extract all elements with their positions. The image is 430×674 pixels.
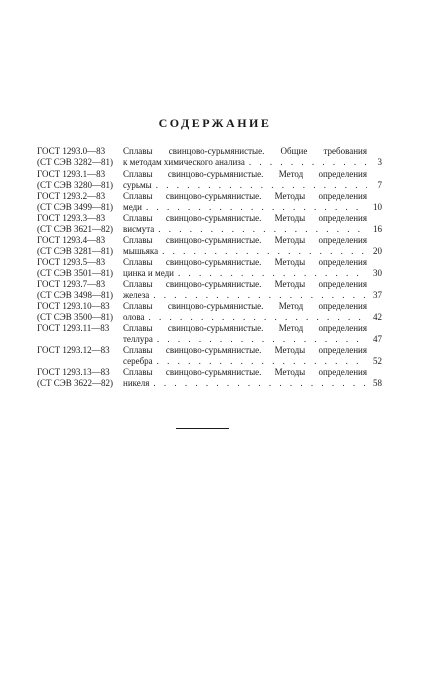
cmea-standard-number: (СТ СЭВ 3621—82) — [37, 224, 113, 234]
standard-number: ГОСТ 1293.3—83 — [37, 213, 106, 223]
toc-entry — [37, 235, 382, 257]
leader-dots — [153, 334, 367, 345]
description-line-2: железа — [123, 290, 150, 300]
description-line-1: Сплавы свинцово-сурьмянистые. Метод определения — [123, 169, 367, 179]
description-line-2: цинка и меди — [123, 268, 174, 278]
standard-number: ГОСТ 1293.1—83 — [37, 169, 106, 179]
standard-number: ГОСТ 1293.2—83 — [37, 191, 106, 201]
description-line-1: Сплавы свинцово-сурьмянистые. Методы определения — [123, 257, 367, 267]
leader-dots — [245, 157, 367, 168]
standard-designation — [37, 235, 119, 257]
description-line-2: меди — [123, 202, 142, 212]
standard-designation — [37, 367, 119, 389]
page-number: 52 — [373, 356, 382, 366]
description-line-2: сурьмы — [123, 180, 152, 190]
page-number: 20 — [373, 246, 382, 256]
standard-number: ГОСТ 1293.4—83 — [37, 235, 106, 245]
page-title: СОДЕРЖАНИЕ — [158, 116, 272, 130]
entry-description — [123, 146, 367, 168]
description-line-2: мышьяка — [123, 246, 159, 256]
leader-dots — [174, 268, 367, 279]
description-line-2: серебра — [123, 356, 153, 366]
description-line-2: никеля — [123, 378, 150, 388]
description-line-1: Сплавы свинцово-сурьмянистые. Метод определения — [123, 323, 367, 333]
description-line-1: Сплавы свинцово-сурьмянистые. Методы определения — [123, 345, 367, 355]
description-line-1: Сплавы свинцово-сурьмянистые. Методы определения — [123, 191, 367, 201]
leader-dots — [158, 246, 367, 257]
entry-description — [123, 301, 367, 323]
toc-entry — [37, 323, 382, 345]
standard-number: ГОСТ 1293.12—83 — [37, 345, 110, 355]
description-line-1: Сплавы свинцово-сурьмянистые. Методы определения — [123, 279, 367, 289]
standard-number: ГОСТ 1293.13—83 — [37, 367, 110, 377]
description-line-2: олова — [123, 312, 145, 322]
standard-designation — [37, 323, 119, 334]
page-number: 37 — [373, 290, 382, 300]
standard-number: ГОСТ 1293.11—83 — [37, 323, 110, 333]
standard-designation — [37, 345, 119, 356]
standard-number: ГОСТ 1293.0—83 — [37, 146, 106, 156]
page-number: 16 — [373, 224, 382, 234]
standard-designation — [37, 213, 119, 235]
toc-entry — [37, 169, 382, 191]
standard-designation — [37, 257, 119, 279]
page-number: 42 — [373, 312, 382, 322]
page-number: 10 — [373, 202, 382, 212]
description-line-1: Сплавы свинцово-сурьмянистые. Методы определения — [123, 367, 367, 377]
description-line-1: Сплавы свинцово-сурьмянистые. Методы определения — [123, 213, 367, 223]
toc-entry — [37, 279, 382, 301]
cmea-standard-number: (СТ СЭВ 3282—81) — [37, 157, 113, 167]
toc-entry — [37, 213, 382, 235]
cmea-standard-number: (СТ СЭВ 3622—82) — [37, 378, 113, 388]
cmea-standard-number: (СТ СЭВ 3500—81) — [37, 312, 113, 322]
page-number: 3 — [377, 157, 382, 167]
leader-dots — [154, 224, 367, 235]
cmea-standard-number: (СТ СЭВ 3280—81) — [37, 180, 113, 190]
cmea-standard-number: (СТ СЭВ 3498—81) — [37, 290, 113, 300]
cmea-standard-number: (СТ СЭВ 3501—81) — [37, 268, 113, 278]
standard-designation — [37, 279, 119, 301]
standard-designation — [37, 146, 119, 168]
entry-description — [123, 169, 367, 191]
toc-entry — [37, 345, 382, 367]
standard-designation — [37, 169, 119, 191]
entry-description — [123, 235, 367, 257]
standard-designation — [37, 191, 119, 213]
entry-description — [123, 279, 367, 301]
toc-entry — [37, 191, 382, 213]
description-line-1: Сплавы свинцово-сурьмянистые. Методы определения — [123, 235, 367, 245]
leader-dots — [149, 378, 367, 389]
toc-entry — [37, 301, 382, 323]
leader-dots — [153, 356, 367, 367]
page-number: 30 — [373, 268, 382, 278]
description-line-2: теллура — [123, 334, 153, 344]
leader-dots — [152, 180, 367, 191]
description-line-1: Сплавы свинцово-сурьмянистые. Метод определения — [123, 301, 367, 311]
standard-number: ГОСТ 1293.5—83 — [37, 257, 106, 267]
page-number: 47 — [373, 334, 382, 344]
page-number: 58 — [373, 378, 382, 388]
description-line-2: висмута — [123, 224, 155, 234]
cmea-standard-number: (СТ СЭВ 3499—81) — [37, 202, 113, 212]
leader-dots — [142, 202, 367, 213]
entry-description — [123, 323, 367, 345]
toc-entry — [37, 146, 382, 169]
leader-dots — [149, 290, 367, 301]
standard-number: ГОСТ 1293.7—83 — [37, 279, 106, 289]
standard-designation — [37, 301, 119, 323]
table-of-contents — [37, 146, 382, 389]
standard-number: ГОСТ 1293.10—83 — [37, 301, 110, 311]
toc-entry — [37, 367, 382, 389]
entry-description — [123, 213, 367, 235]
description-line-2: к методам химического анализа — [123, 157, 245, 167]
toc-entry — [37, 257, 382, 279]
description-line-1: Сплавы свинцово-сурьмянистые. Общие требования — [123, 146, 367, 156]
cmea-standard-number: (СТ СЭВ 3281—81) — [37, 246, 113, 256]
entry-description — [123, 257, 367, 279]
entry-description — [123, 345, 367, 367]
entry-description — [123, 191, 367, 213]
leader-dots — [145, 312, 368, 323]
end-divider — [176, 428, 229, 429]
page-number: 7 — [377, 180, 382, 190]
entry-description — [123, 367, 367, 389]
